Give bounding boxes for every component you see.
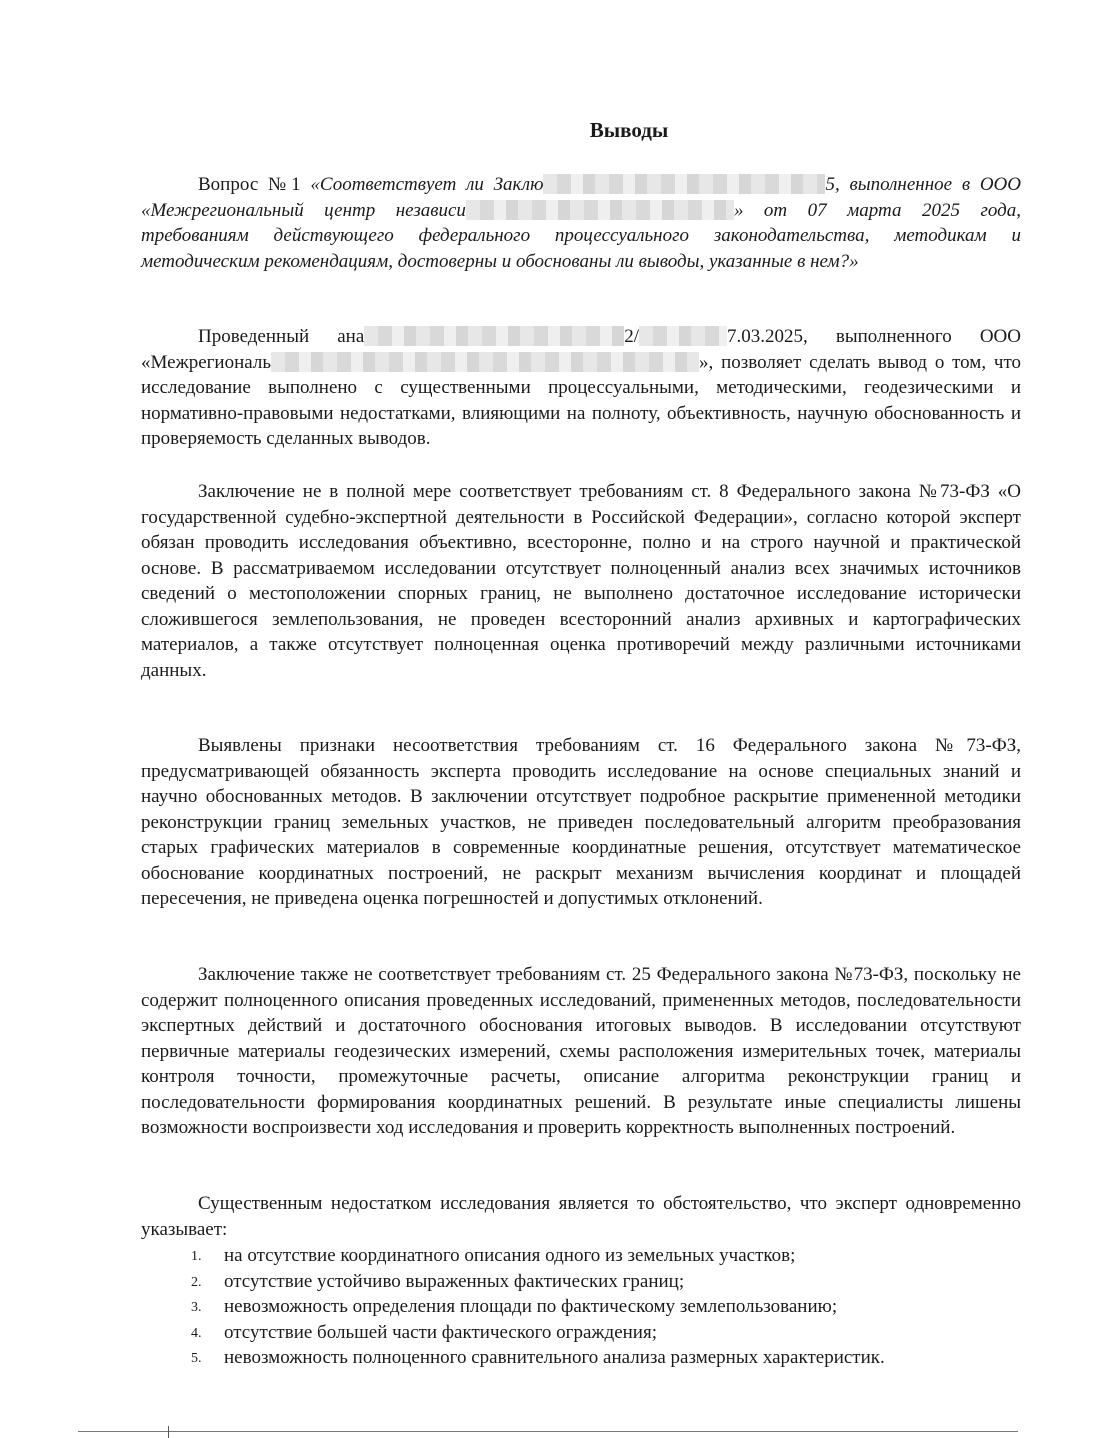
redacted-block (364, 326, 624, 346)
list-text: отсутствие устойчиво выраженных фактических границ; (224, 1270, 685, 1292)
list-text: на отсутствие координатного описания одного из земельных участков; (224, 1245, 796, 1266)
question-text-2: 5, выполненное в ООО «Межрегиональный центр независи (141, 174, 1021, 221)
list-number: 2. (191, 1274, 202, 1290)
list-item (141, 1320, 1021, 1346)
article-25-paragraph: Заключение также не соответствует требованиям ст. 25 Федерального закона №73-ФЗ, поскольку не содержит полноценного описания проведенных исследований, примененных методов, последовательности экспертных действий и достаточного обоснования итоговых выводов. В исследовании отсутствуют первичные материалы геодезических измерений, схемы расположения измерительных точек, материалы контроля точности, промежуточные расчеты, описание алгоритма реконструкции границ и последовательности формирования координатных решений. В результате иные специалисты лишены возможности воспроизвести ход исследования и проверить корректность выполненных построений. (141, 964, 1021, 1138)
analysis-paragraph (141, 324, 1021, 452)
list-text: невозможность полноценного сравнительного анализа размерных характеристик. (224, 1347, 885, 1368)
footer-divider (78, 1431, 1018, 1432)
question-paragraph (141, 172, 1021, 274)
question-text-1: «Соответствует ли Заклю (310, 174, 544, 195)
list-item (141, 1243, 1021, 1269)
question-text-3: » от 07 марта 2025 года, требованиям действующего федерального процессуального законодательства, методикам и методическим рекомендациям, достоверны и обоснованы ли выводы, указанные в нем?» (141, 199, 1021, 272)
question-number: Вопрос №1 (198, 174, 311, 195)
redacted-block (543, 174, 825, 194)
article-16-paragraph: Выявлены признаки несоответствия требованиям ст. 16 Федерального закона №73-ФЗ, предусматривающей обязанность эксперта проводить исследование на основе специальных знаний и научно обоснованных методов. В заключении отсутствует подробное раскрытие примененной методики реконструкции границ земельных участков, не приведен последовательный алгоритм преобразования старых графических материалов в современные координатные решения, отсутствует математическое обоснование координатных построений, не раскрыт механизм вычисления координат и площадей пересечения, не приведена оценка погрешностей и допустимых отклонений. (141, 735, 1021, 909)
deficiency-list (141, 1243, 1021, 1371)
list-text: отсутствие большей части фактического ограждения; (224, 1321, 657, 1343)
list-text: невозможность определения площади по фактическому землепользованию; (224, 1296, 838, 1317)
analysis-text-3: 7.03.2025, выполненного ООО «Межрегиональ (141, 326, 1021, 373)
list-number: 4. (191, 1325, 202, 1341)
page-title: Выводы (589, 118, 669, 142)
list-number: 5. (191, 1351, 202, 1366)
list-number: 1. (191, 1249, 202, 1264)
list-item (141, 1294, 1021, 1320)
redacted-block (466, 200, 734, 220)
article-8-paragraph: Заключение не в полной мере соответствует требованиям ст. 8 Федерального закона №73-ФЗ «О государственной судебно-экспертной деятельности в Российской Федерации», согласно которой эксперт обязан проводить исследования объективно, всесторонне, полно и на строго научной и практической основе. В рассматриваемом исследовании отсутствует полноценный анализ всех значимых источников сведений о местоположении спорных границ, не выполнено достаточное исследование исторически сложившегося землепользования, не проведен всесторонний анализ архивных и картографических материалов, а также отсутствует полноценная оценка противоречий между различными источниками данных. (141, 481, 1021, 681)
list-number: 3. (191, 1300, 202, 1315)
analysis-text-4: », позволяет сделать вывод о том, что исследование выполнено с существенными процессуальными, методическими, геодезическими и нормативно-правовыми недостатками, влияющими на полноту, объективность, научную обоснованность и проверяемость сделанных выводов. (141, 351, 1021, 449)
deficiency-paragraph: Существенным недостатком исследования является то обстоятельство, что эксперт одновременно указывает: (141, 1193, 1021, 1240)
list-item (141, 1269, 1021, 1295)
analysis-text-1: Проведенный ана (198, 326, 365, 347)
footer-tick (168, 1426, 169, 1438)
redacted-block (639, 326, 727, 346)
redacted-block (271, 352, 699, 372)
analysis-text-2: 2/ (624, 326, 640, 347)
list-item (141, 1345, 1021, 1371)
